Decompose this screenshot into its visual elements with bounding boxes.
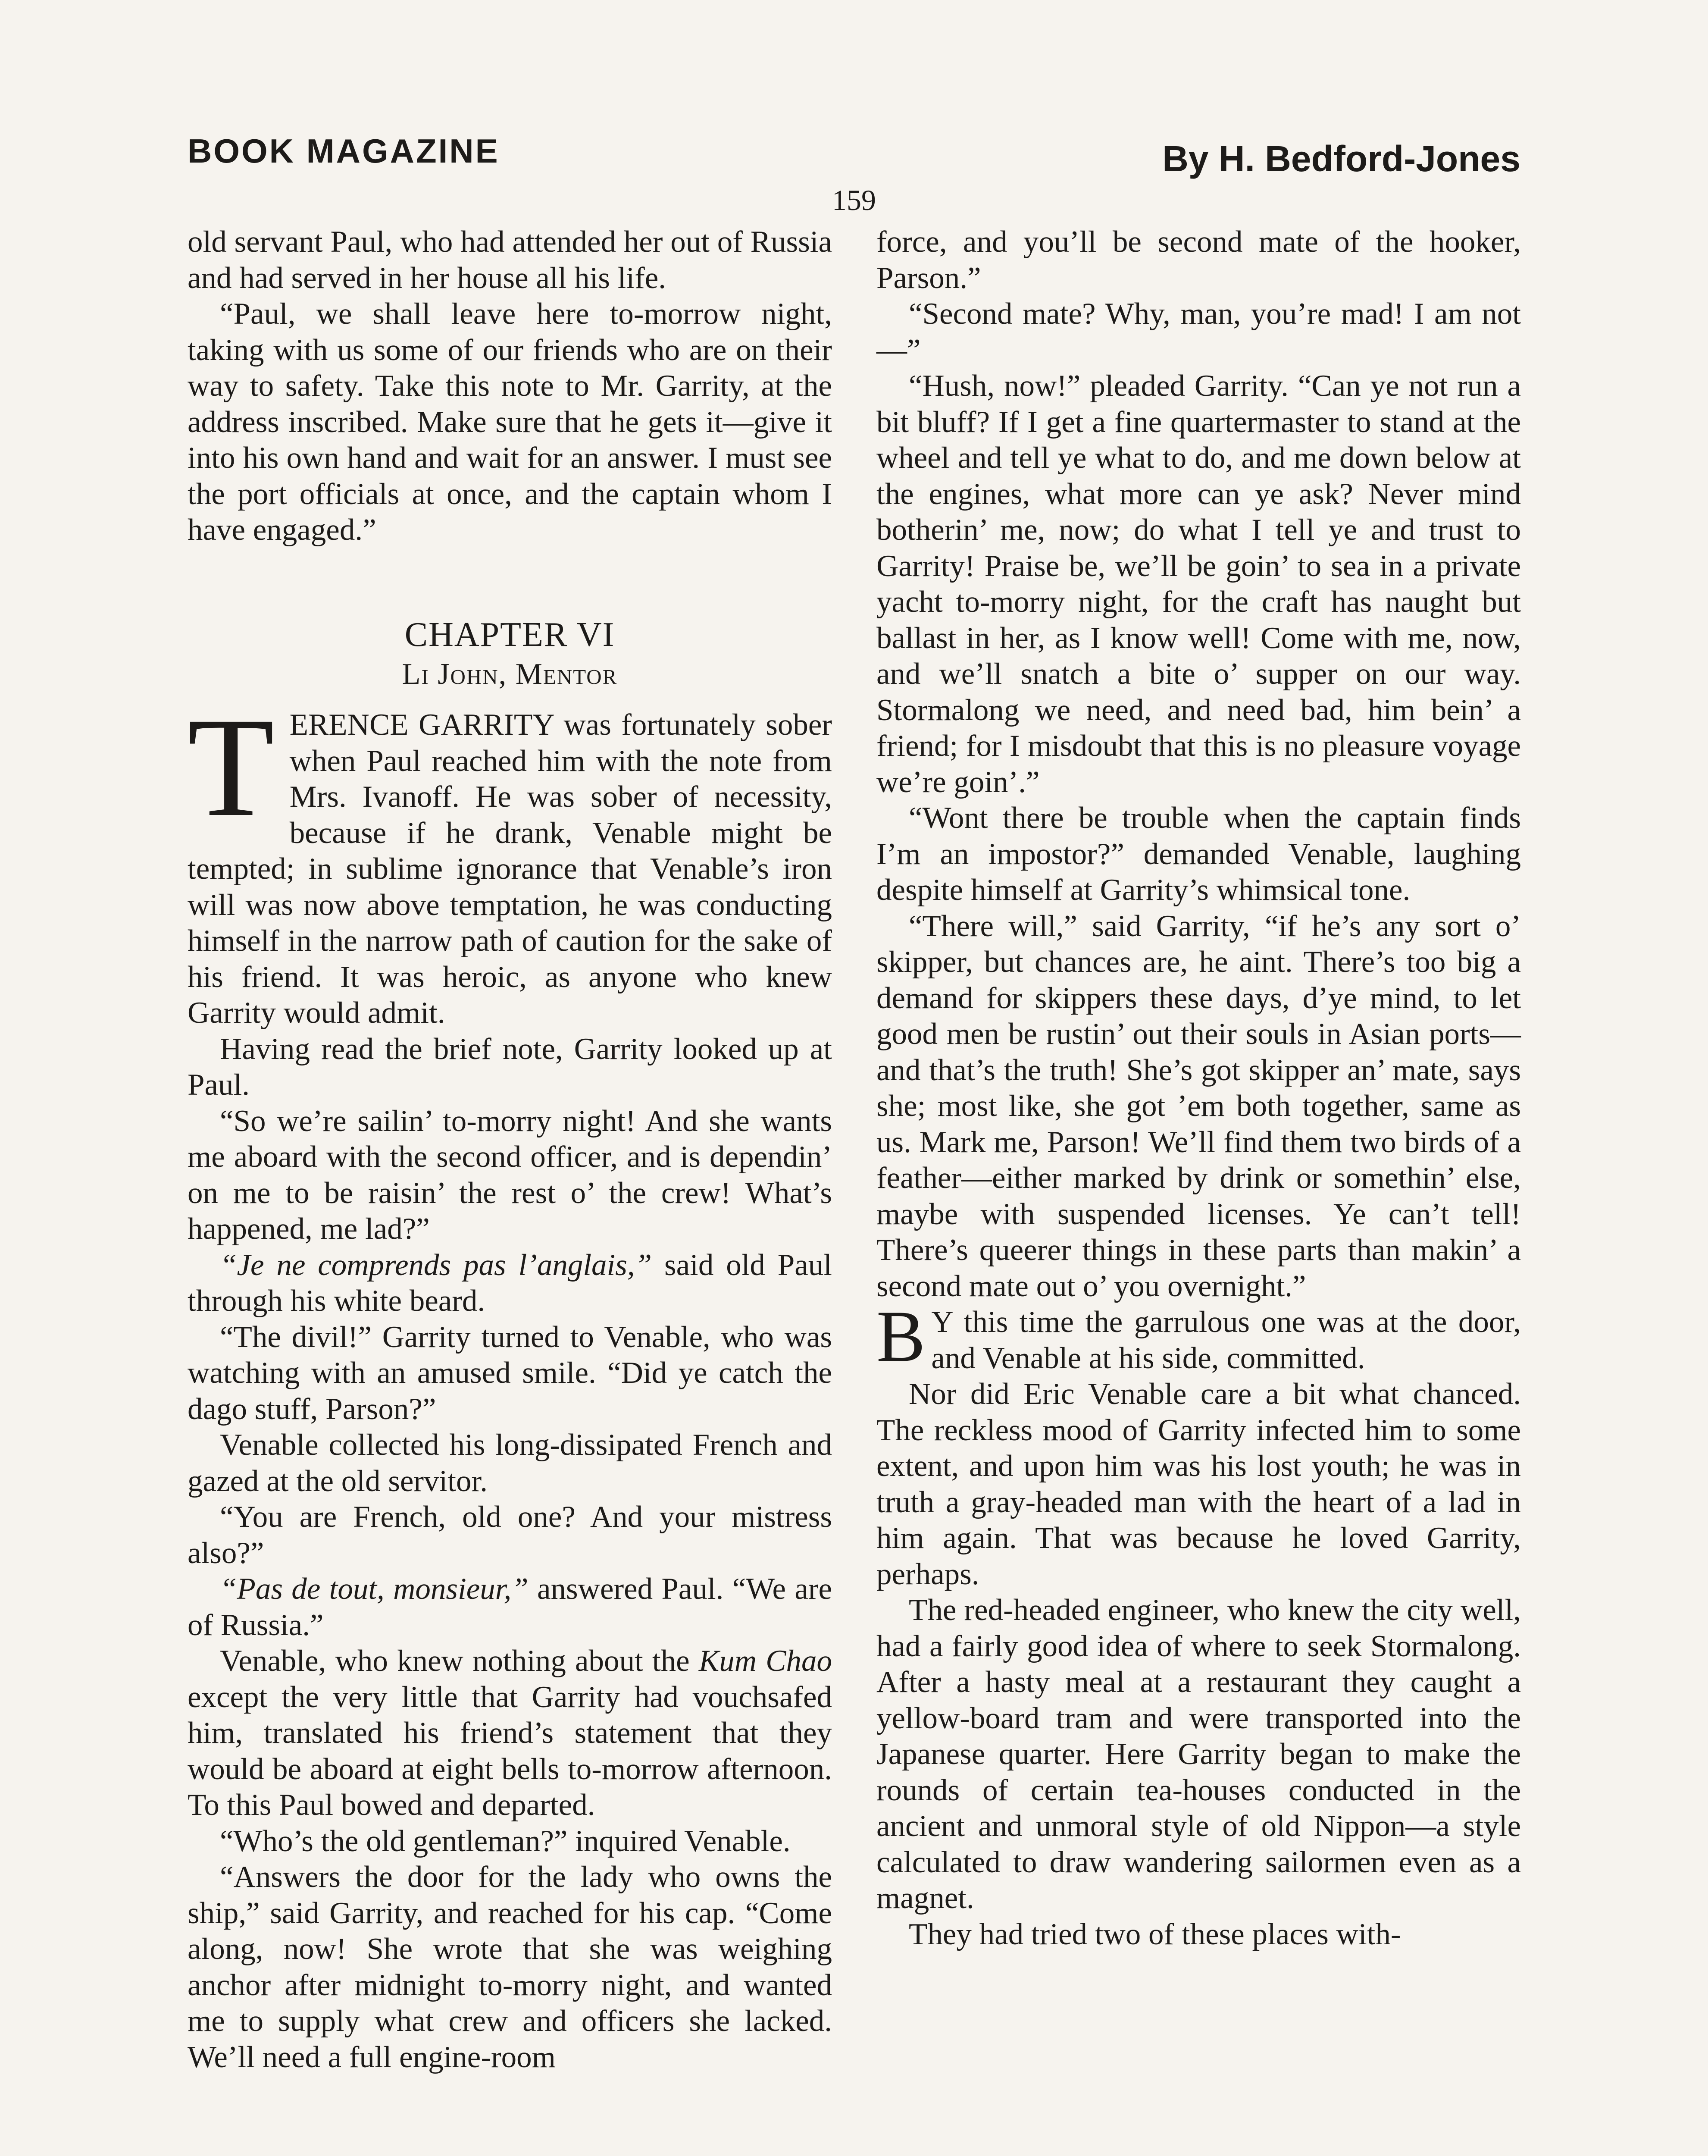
paragraph: “So we’re sailin’ to-morry night! And she wants me aboard with the second officer, and is dependin’ on me to be raisin’ the rest o’ the crew! What’s happened, me lad?” [188,1104,832,1246]
paragraph: force, and you’ll be second mate of the hooker, Parson.” [876,225,1521,295]
paragraph [188,1643,832,1824]
page-number: 159 [832,184,876,216]
right-column [876,224,1521,1952]
paragraph: old servant Paul, who had attended her out of Russia and had served in her house all his life. [188,225,832,295]
paragraph-text: said old Paul through his white beard. [188,1248,832,1318]
paragraph: “There will,” said Garrity, “if he’s any sort o’ skipper, but chances are, he aint. There’s too big a demand for skippers these days, d’ye mind, to let good men be rustin’ out their souls in Asian ports—and that’s the truth! She’s got skipper an’ mate, says she; most like, she got ’em both together, same as us. Mark me, Parson! We’ll find them two birds of a feather—either marked by drink or somethin’ else, maybe with suspended licenses. Ye can’t tell! There’s queerer things in these parts than makin’ a second mate out o’ you overnight.” [876,909,1521,1303]
paragraph: The red-headed engineer, who knew the city well, had a fairly good idea of where to seek Stormalong. After a hasty meal at a restaurant they caught a yellow-board tram and were transported into the Japanese quarter. Here Garrity began to make the rounds of certain tea-houses conducted in the ancient and unmoral style of old Nippon—a style calculated to draw wandering sailormen even as a magnet. [876,1593,1521,1915]
drop-cap: T [188,689,275,846]
paragraph: “The divil!” Garrity turned to Venable, who was watching with an amused smile. “Did ye catch the dago stuff, Parson?” [188,1320,832,1426]
magazine-title: BOOK MAGAZINE [188,132,500,170]
paragraph-text: Venable, who knew nothing about the [220,1644,699,1678]
paragraph [188,1571,832,1643]
paragraph [876,1296,1521,1377]
paragraph: They had tried two of these places with- [909,1917,1401,1951]
paragraph: “Wont there be trouble when the captain finds I’m an impostor?” demanded Venable, laughing despite himself at Garrity’s whimsical tone. [876,801,1521,907]
paragraph: “You are French, old one? And your mistress also?” [188,1500,832,1570]
paragraph: “Second mate? Why, man, you’re mad! I am not—” [876,297,1521,367]
paragraph: Venable collected his long-dissipated French and gazed at the old servitor. [188,1428,832,1498]
foreign-phrase: “Je ne comprends pas l’anglais,” [220,1248,652,1282]
paragraph [188,689,832,1031]
left-column [188,224,832,2075]
paragraph-text: ERENCE GARRITY was fortunately sober when Paul reached him with the note from Mrs. Ivanoff. He was sober of necessity, because if he drank, Venable might be tempted; in sublime ignorance that Venable’s iron will was now above temptation, he was conducting himself in the narrow path of caution for the sake of his friend. It was heroic, as anyone who knew Garrity would admit. [188,708,832,1030]
paragraph: “Answers the door for the lady who owns the ship,” said Garrity, and reached for his cap. “Come along, now! She wrote that she was weighing anchor after midnight to-morry night, and wanted me to supply what crew and officers she lacked. We’ll need a full engine-room [188,1860,832,2074]
chapter-subtitle: Li John, Mentor [402,657,618,691]
author-byline: By H. Bedford-Jones [1162,138,1520,179]
ship-name: Kum Chao [698,1644,832,1678]
paragraph: “Paul, we shall leave here to-morrow night, taking with us some of our friends who are on their way to safety. Take this note to Mr. Garrity, at the address inscribed. Make sure that he gets it—give it into his own hand and wait for an answer. I must see the port officials at once, and the captain whom I have engaged.” [188,297,832,547]
chapter-title: CHAPTER VI [404,615,615,654]
paragraph: Having read the brief note, Garrity looked up at Paul. [188,1032,832,1102]
paragraph-text: Y this time the garrulous one was at the door, and Venable at his side, committed. [931,1305,1521,1375]
paragraph [188,1247,832,1319]
drop-cap: B [876,1296,926,1377]
foreign-phrase: “Pas de tout, monsieur,” [220,1572,529,1606]
paragraph: “Who’s the old gentleman?” inquired Venable. [220,1824,791,1858]
paragraph-text: except the very little that Garrity had vouchsafed him, translated his friend’s statement that they would be aboard at eight bells to-morrow afternoon. To this Paul bowed and departed. [188,1680,832,1822]
paragraph: “Hush, now!” pleaded Garrity. “Can ye not run a bit bluff? If I get a fine quartermaster to stand at the wheel and tell ye what to do, and me down below at the engines, what more can ye ask? Never mind botherin’ me, now; do what I tell ye and trust to Garrity! Praise be, we’ll be goin’ to sea in a private yacht to-morry night, for the craft has naught but ballast in her, as I know well! Come with me, now, and we’ll snatch a bite o’ supper on our way. Stormalong we need, and need bad, him bein’ a friend; for I misdoubt that this is no pleasure voyage we’re goin’.” [876,369,1521,799]
paragraph: Nor did Eric Venable care a bit what chanced. The reckless mood of Garrity infected him to some extent, and upon him was his lost youth; he was in truth a gray-headed man with the heart of a lad in him again. That was because he loved Garrity, perhaps. [876,1377,1521,1591]
paragraph-text: answered Paul. “We are of Russia.” [188,1572,832,1642]
